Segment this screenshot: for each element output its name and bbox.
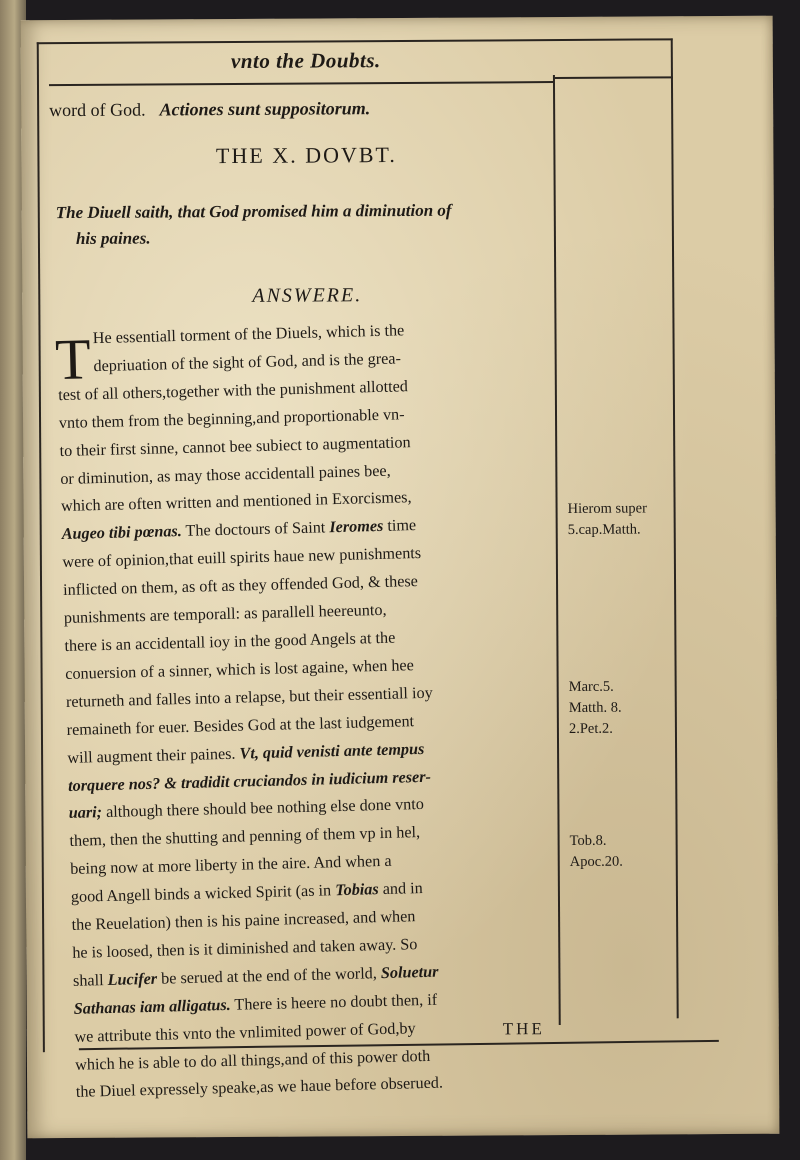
body-text: the Diuel expressely speake,as we haue before obserued. <box>75 1074 444 1102</box>
margin-note-line: Matth. 8. <box>568 699 622 716</box>
body-latin-phrase: Soluetur <box>380 962 439 982</box>
body-text: or diminution, as may those accidentall paines bee, <box>60 461 391 488</box>
body-text: being now at more liberty in the aire. And when a <box>69 852 392 879</box>
book-page <box>21 16 780 1139</box>
margin-note-line: 5.cap.Matth. <box>567 521 641 538</box>
body-latin-phrase: Ieromes <box>329 517 384 537</box>
margin-note-line: 2.Pet.2. <box>568 720 613 737</box>
margin-note-line: Marc.5. <box>568 678 614 695</box>
body-text: He essentiall torment of the Diuels, which is the <box>92 321 405 348</box>
margin-note-tob <box>570 830 700 873</box>
catchword: THE <box>502 1019 545 1039</box>
body-text: returneth and falles into a relapse, but their essentiall ioy <box>65 683 433 711</box>
body-text: them, then the shutting and penning of them vp in hel, <box>69 823 421 851</box>
doubt-title: THE X. DOVBT. <box>215 142 397 169</box>
body-text: we attribute this vnto the vnlimited power of God,by <box>74 1018 416 1046</box>
body-text: there is an accidentall ioy in the good Angels at the <box>64 628 396 655</box>
body-text: The doctours of Saint <box>181 518 330 541</box>
drop-cap: T <box>54 326 92 393</box>
doubt-statement-line: The Diuell saith, that God promised him a diminution of <box>55 200 452 223</box>
body-lines <box>56 313 582 1107</box>
continuation-text: word of God. <box>49 99 146 121</box>
body-text: punishments are temporall: as parallell heereunto, <box>63 600 387 628</box>
body-text: vnto them from the beginning,and proportionable vn- <box>58 405 405 432</box>
margin-header-rule <box>555 76 673 78</box>
body-text: inflicted on them, as oft as they offended God, & these <box>62 572 419 600</box>
body-text: depriuation of the sight of God, and is the grea- <box>93 349 402 376</box>
body-text: good Angell binds a wicked Spirit (as in <box>70 881 336 907</box>
body-text: the Reuelation) then is his paine increased, and when <box>71 907 416 934</box>
body-text: time <box>383 516 417 536</box>
body-text: remaineth for euer. Besides God at the last iudgement <box>66 711 415 739</box>
margin-note-line: Apoc.20. <box>569 853 623 870</box>
doubt-statement <box>56 197 556 252</box>
body-text: to their first sinne, cannot bee subiect to augmentation <box>59 432 411 460</box>
body-text: although there should bee nothing else done vnto <box>101 795 425 822</box>
margin-note-marc <box>569 676 699 740</box>
body-latin-phrase: Tobias <box>334 880 379 900</box>
body-latin-phrase: Sathanas iam alligatus. <box>73 995 231 1018</box>
continuation-line <box>49 97 569 121</box>
body-text: There is heere no doubt then, if <box>230 990 438 1014</box>
body-latin-phrase: Vt, quid venisti ante tempus <box>239 739 425 763</box>
body-latin-phrase: uari; <box>68 803 103 823</box>
doubt-statement-line: his paines. <box>75 228 151 248</box>
header-rule <box>49 81 554 86</box>
body-text: shall <box>72 970 108 990</box>
body-text: conuersion of a sinner, which is lost againe, when hee <box>65 656 415 683</box>
body-text: will augment their paines. <box>67 744 240 767</box>
body-text: which are often written and mentioned in Exorcismes, <box>60 488 412 516</box>
running-head: vnto the Doubts. <box>230 48 381 74</box>
margin-note-line: Tob.8. <box>569 832 607 849</box>
body-latin-phrase: torquere nos? & tradidit cruciandos in iudicium reser- <box>67 767 432 795</box>
body-text: and in <box>378 879 423 899</box>
margin-note-line: Hierom super <box>567 500 647 517</box>
body-text: were of opinion,that euill spirits haue new punishments <box>62 544 422 572</box>
body-text: which he is able to do all things,and of this power doth <box>74 1046 431 1074</box>
answer-heading: ANSWERE. <box>252 284 363 307</box>
continuation-latin: Actiones sunt suppositorum. <box>159 98 371 120</box>
body-text: be serued at the end of the world, <box>156 963 382 988</box>
frame-left-rule <box>37 42 45 1052</box>
body-latin-phrase: Augeo tibi pœnas. <box>61 522 183 544</box>
answer-body <box>56 313 582 1107</box>
body-text: he is loosed, then is it diminished and taken away. So <box>72 935 418 962</box>
margin-note-hierom <box>568 498 698 541</box>
frame-top-rule <box>37 38 673 44</box>
body-latin-phrase: Lucifer <box>107 969 158 989</box>
body-text: test of all others,together with the punishment allotted <box>57 377 409 404</box>
